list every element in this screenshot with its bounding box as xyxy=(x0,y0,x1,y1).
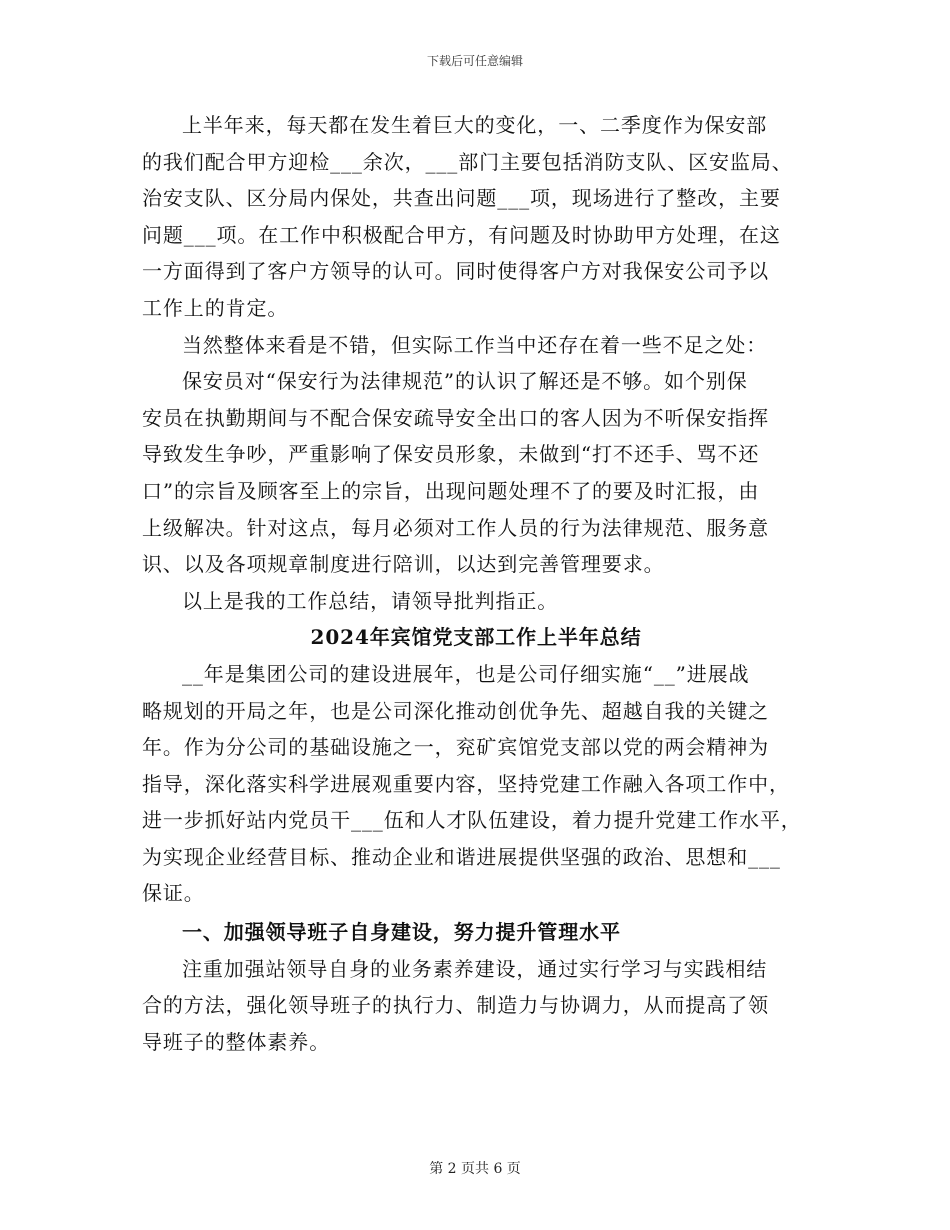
text-line: 年。作为分公司的基础设施之一，兖矿宾馆党支部以党的两会精神为 xyxy=(142,735,769,760)
text-line: 导班子的整体素养。 xyxy=(142,1029,331,1054)
text-line: 保证。 xyxy=(142,881,205,906)
text-line: 导致发生争吵，严重影响了保安员形象，未做到“打不还手、骂不还 xyxy=(142,442,760,467)
text-line: 问题___项。在工作中积极配合甲方，有问题及时协助甲方处理，在这 xyxy=(142,222,781,247)
text-line: 为实现企业经营目标、推动企业和谐进展提供坚强的政治、思想和___ xyxy=(142,844,781,869)
text-line: 合的方法，强化领导班子的执行力、制造力与协调力，从而提高了领 xyxy=(142,993,769,1018)
text-line: 工作上的肯定。 xyxy=(142,295,289,320)
text-line: 指导，深化落实科学进展观重要内容，坚持党建工作融入各项工作中， xyxy=(142,771,790,796)
text-line: 识、以及各项规章制度进行陪训，以达到完善管理要求。 xyxy=(142,552,665,577)
text-line: 一方面得到了客户方领导的认可。同时使得客户方对我保安公司予以 xyxy=(142,259,769,284)
text-line: 口”的宗旨及顾客至上的宗旨，出现问题处理不了的要及时汇报，由 xyxy=(142,478,760,503)
paragraph-shortcomings-intro xyxy=(142,327,810,364)
section-heading: 一、加强领导班子自身建设，努力提升管理水平 xyxy=(182,920,621,945)
paragraph-closing xyxy=(142,583,810,620)
page-number: 第 2 页共 6 页 xyxy=(429,1161,521,1177)
text-line: 安员在执勤期间与不配合保安疏导安全出口的客人因为不听保安指挥 xyxy=(142,405,769,430)
document-title: 2024年宾馆党支部工作上半年总结 xyxy=(310,625,642,650)
text-line: 上级解决。针对这点，每月必须对工作人员的行为法律规范、服务意 xyxy=(142,515,769,540)
document-body xyxy=(142,107,810,1060)
text-line: 保安员对“保安行为法律规范”的认识了解还是不够。如个别保 xyxy=(182,369,748,394)
page-header-note: 下载后可任意编辑 xyxy=(426,54,523,68)
paragraph-party-branch-intro xyxy=(142,656,810,912)
text-line: 以上是我的工作总结，请领导批判指正。 xyxy=(182,588,559,613)
text-line: 注重加强站领导自身的业务素养建设，通过实行学习与实践相结 xyxy=(182,956,768,981)
text-line: 当然整体来看是不错，但实际工作当中还存在着一些不足之处： xyxy=(182,332,768,357)
paragraph-leadership-building xyxy=(142,951,810,1061)
text-line: 上半年来，每天都在发生着巨大的变化，一、二季度作为保安部 xyxy=(182,113,768,137)
text-line: 治安支队、区分局内保处，共查出问题___项，现场进行了整改，主要 xyxy=(142,186,781,211)
text-line: 进一步抓好站内党员干___伍和人才队伍建设，着力提升党建工作水平， xyxy=(142,808,802,833)
paragraph-first-half-summary xyxy=(142,107,810,327)
text-line: 略规划的开局之年，也是公司深化推动创优争先、超越自我的关键之 xyxy=(142,698,769,723)
paragraph-security-conduct xyxy=(142,363,810,583)
text-line: __年是集团公司的建设进展年，也是公司仔细实施“__”进展战 xyxy=(182,661,750,686)
text-line: 的我们配合甲方迎检___余次，___部门主要包括消防支队、区安监局、 xyxy=(142,149,793,174)
